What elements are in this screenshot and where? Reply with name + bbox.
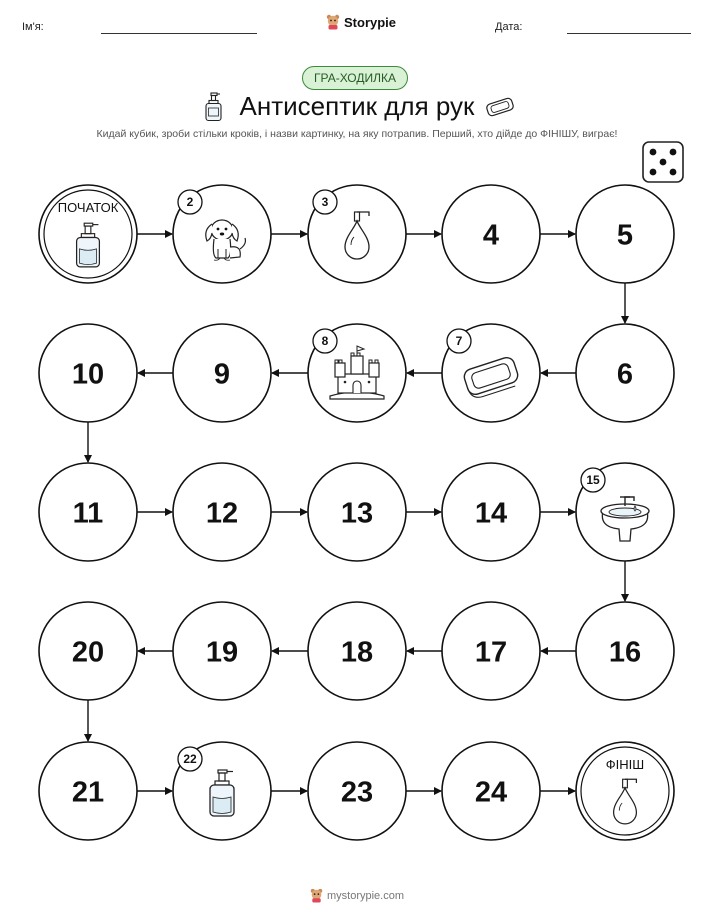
cell-number: 12 (205, 497, 239, 530)
board-cell-21 (39, 742, 137, 840)
cell-number: 7 (455, 334, 463, 349)
cell-number: 4 (482, 219, 500, 252)
footer (0, 888, 714, 903)
board-cell-18 (308, 602, 406, 700)
cell-number: 10 (71, 358, 105, 391)
board-cell-14 (442, 463, 540, 561)
board-cell-6 (576, 324, 674, 422)
game-type-tag: ГРА-ХОДИЛКА (302, 66, 408, 90)
board-cell-23 (308, 742, 406, 840)
board-cell-17 (442, 602, 540, 700)
board-cell-16 (576, 602, 674, 700)
cell-number: 24 (474, 776, 508, 809)
board-cell-20 (39, 602, 137, 700)
board-cell-11 (39, 463, 137, 561)
date-label: Дата: (495, 21, 523, 33)
board-cell-13 (308, 463, 406, 561)
storypie-mascot-icon (310, 888, 323, 903)
footer-url: mystorypie.com (326, 889, 405, 902)
cell-number: 2 (186, 195, 194, 210)
board-cell-22 (173, 742, 271, 840)
board-cell-4 (442, 185, 540, 283)
board-cell-5 (576, 185, 674, 283)
board-cell-3 (308, 185, 406, 283)
page-title: Антисептик для рук (239, 91, 475, 121)
cell-number: 6 (616, 358, 634, 391)
cell-number: 17 (474, 636, 508, 669)
board-cell-19 (173, 602, 271, 700)
cell-number: 21 (71, 776, 105, 809)
board-cell-10 (39, 324, 137, 422)
board-cell-1 (39, 185, 137, 283)
cell-number: 11 (72, 497, 104, 530)
cell-number: 9 (213, 358, 231, 391)
cell-number: 5 (616, 219, 634, 252)
name-label: Ім'я: (22, 21, 44, 33)
cell-number: 16 (608, 636, 642, 669)
instructions: Кидай кубик, зроби стільки кроків, і назви картинку, на яку потрапив. Перший, хто дійде до ФІНІШУ, виграє! (96, 128, 618, 140)
cell-number: 20 (71, 636, 105, 669)
cell-number: 18 (340, 636, 374, 669)
finish-label: ФІНІШ (605, 757, 645, 772)
board-cell-7 (442, 324, 540, 422)
cell-number: 23 (340, 776, 374, 809)
board-cell-12 (173, 463, 271, 561)
cell-number: 13 (340, 497, 374, 530)
board-cell-24 (442, 742, 540, 840)
board-cell-15 (576, 463, 674, 561)
board-cell-25 (576, 742, 674, 840)
cell-number: 3 (321, 195, 329, 210)
board-cell-8 (308, 324, 406, 422)
cell-number: 8 (321, 334, 329, 349)
cell-number: 22 (183, 752, 197, 767)
board-cell-9 (173, 324, 271, 422)
cell-number: 15 (586, 473, 600, 488)
board-cell-2 (173, 185, 271, 283)
start-label: ПОЧАТОК (57, 200, 119, 215)
cell-number: 14 (474, 497, 508, 530)
brand-name: Storypie (344, 14, 397, 30)
cell-number: 19 (205, 636, 239, 669)
